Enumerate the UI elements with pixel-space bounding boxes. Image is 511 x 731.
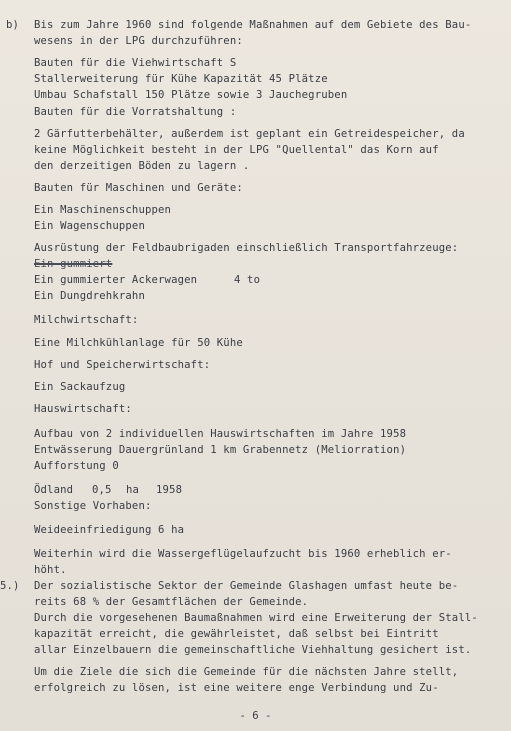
wasteland-year: 1958	[156, 484, 183, 496]
wasteland-amount: 0,5	[92, 484, 112, 496]
field-wagon-item: Ein gummierter Ackerwagen	[34, 274, 198, 286]
livestock-item: Umbau Schafstall 150 Plätze sowie 3 Jauchegruben	[34, 89, 348, 101]
livestock-buildings-heading: Bauten für die Viehwirtschaft S	[34, 57, 237, 69]
section-5-text-line: Um die Ziele die sich die Gemeinde für die nächsten Jahre stellt,	[34, 666, 459, 678]
poultry-text-line: Weiterhin wird die Wassergeflügelaufzucht bis 1960 erheblich er-	[34, 548, 452, 560]
storage-buildings-heading: Bauten für die Vorratshaltung :	[34, 106, 237, 118]
household-heading: Hauswirtschaft:	[34, 403, 132, 415]
dairy-heading: Milchwirtschaft:	[34, 314, 139, 326]
field-wagon-capacity: 4 to	[234, 274, 261, 286]
section-5-text-line: Durch die vorgesehenen Baumaßnahmen wird eine Erweiterung der Stall-	[34, 612, 478, 624]
poultry-text-line: höht.	[34, 564, 67, 576]
fencing-item: Weideeinfriedigung 6 ha	[34, 524, 185, 536]
machine-item: Ein Maschinenschuppen	[34, 204, 172, 216]
storage-text-line: keine Möglichkeit besteht in der LPG "Quellental" das Korn auf	[34, 144, 439, 156]
section-5-text-line: erfolgreich zu lösen, ist eine weitere enge Verbindung und Zu-	[34, 682, 439, 694]
dairy-item: Eine Milchkühlanlage für 50 Kühe	[34, 337, 243, 349]
struck-out-text: Ein gummiert	[34, 258, 113, 270]
machine-item: Ein Wagenschuppen	[34, 220, 145, 232]
field-brigades-heading: Ausrüstung der Feldbaubrigaden einschließlich Transportfahrzeuge:	[34, 242, 459, 254]
section-b-marker: b)	[6, 19, 20, 31]
section-b-intro-line-2: wesens in der LPG durchzuführen:	[34, 35, 243, 47]
wasteland-label: Ödland	[34, 484, 74, 496]
household-item: Aufbau von 2 individuellen Hauswirtschaften im Jahre 1958	[34, 428, 407, 440]
livestock-item: Stallerweiterung für Kühe Kapazität 45 Plätze	[34, 73, 328, 85]
page-number: - 6 -	[239, 710, 272, 722]
yard-heading: Hof und Speicherwirtschaft:	[34, 359, 211, 371]
machine-buildings-heading: Bauten für Maschinen und Geräte:	[34, 182, 243, 194]
wasteland-unit: ha	[126, 484, 140, 496]
section-5-text-line: kapazität erreicht, die gewährleistet, daß selbst bei Eintritt	[34, 628, 439, 640]
section-5-text-line: allar Einzelbauern die gemeinschaftliche Viehhaltung gesichert ist.	[34, 644, 472, 656]
section-b-intro-line-1: Bis zum Jahre 1960 sind folgende Maßnahmen auf dem Gebiete des Bau-	[34, 19, 472, 31]
storage-text-line: 2 Gärfutterbehälter, außerdem ist geplant ein Getreidespeicher, da	[34, 128, 465, 140]
storage-text-line: den derzeitigen Böden zu lagern .	[34, 160, 250, 172]
field-crane-item: Ein Dungdrehkrahn	[34, 290, 145, 302]
section-5-text-line: Der sozialistische Sektor der Gemeinde Glashagen umfast heute be-	[34, 580, 459, 592]
other-projects-heading: Sonstige Vorhaben:	[34, 500, 152, 512]
section-5-text-line: reits 68 % der Gesamtflächen der Gemeinde.	[34, 596, 309, 608]
household-item: Entwässerung Dauergrünland 1 km Grabennetz (Meliorration)	[34, 444, 407, 456]
household-item: Aufforstung 0	[34, 460, 119, 472]
yard-item: Ein Sackaufzug	[34, 381, 126, 393]
section-5-marker: 5.)	[0, 580, 20, 592]
